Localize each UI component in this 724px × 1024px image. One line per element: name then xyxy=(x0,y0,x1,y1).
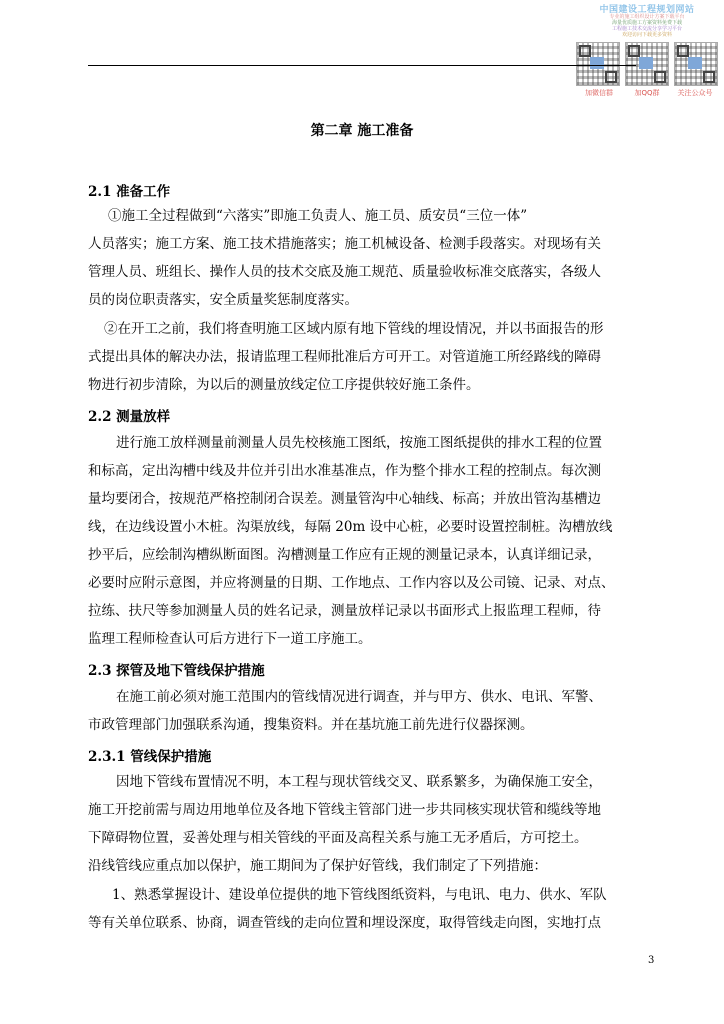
paragraph-line: 市政管理部门加强联系沟通，搜集资料。并在基坑施工前先进行仪器探测。 xyxy=(88,717,534,733)
qr-labels xyxy=(576,88,718,98)
watermark xyxy=(576,0,718,100)
paragraph-line: 1、熟悉掌握设计、建设单位提供的地下管线图纸资料，与电讯、电力、供水、军队 xyxy=(112,887,607,903)
qr-label: 加微信群 xyxy=(585,89,613,97)
paragraph-line: ②在开工之前，我们将查明施工区域内原有地下管线的埋设情况，并以书面报告的形 xyxy=(104,321,604,337)
qr-code-row xyxy=(576,42,718,86)
section-heading-2-3-1: 2.3.1 管线保护措施 xyxy=(88,749,212,765)
paragraph-line: 必要时应附示意图，并应将测量的日期、工作地点、工作内容以及公司镜、记录、对点、 xyxy=(88,575,615,591)
paragraph-line: 监理工程师检查认可后方进行下一道工序施工。 xyxy=(88,631,372,647)
qr-code-icon xyxy=(576,42,620,86)
paragraph-line: 因地下管线布置情况不明，本工程与现状管线交叉、联系繁多，为确保施工安全， xyxy=(116,774,602,790)
qr-label: 加QQ群 xyxy=(634,89,660,97)
page-number: 3 xyxy=(648,955,655,966)
paragraph-line: 拉练、扶尺等参加测量人员的姓名记录，测量放样记录以书面形式上报监理工程师，待 xyxy=(88,603,601,619)
watermark-text: 海量优质施工方案资料免费下载 xyxy=(611,20,682,26)
paragraph-line: 进行施工放样测量前测量人员先校核施工图纸，按施工图纸提供的排水工程的位置 xyxy=(116,435,602,451)
watermark-text: 专业的施工组织设计方案下载平台 xyxy=(609,14,685,20)
qr-code-icon xyxy=(674,42,718,86)
paragraph-line: 下障碍物位置，妥善处理与相关管线的平面及高程关系与施工无矛盾后，方可挖土。 xyxy=(88,830,588,846)
section-heading-2-3: 2.3 探管及地下管线保护措施 xyxy=(88,663,265,679)
section-heading-2-2: 2.2 测量放样 xyxy=(88,409,171,425)
paragraph-line: 抄平后，应绘制沟槽纵断面图。沟槽测量工作应有正规的测量记录本，认真详细记录， xyxy=(88,547,601,563)
chapter-title: 第二章 施工准备 xyxy=(310,123,414,139)
qr-label: 关注公众号 xyxy=(677,89,713,97)
watermark-text: 欢迎访问下载更多资料 xyxy=(621,32,672,38)
paragraph-line: 物进行初步清除，为以后的测量放线定位工序提供较好施工条件。 xyxy=(88,377,480,393)
paragraph-line: 人员落实；施工方案、施工技术措施落实；施工机械设备、检测手段落实。对现场有关 xyxy=(88,236,601,252)
paragraph-line: 沿线管线应重点加以保护，施工期间为了保护好管线，我们制定了下列措施： xyxy=(88,858,547,874)
paragraph-line: 量均要闭合，按规范严格控制闭合误差。测量管沟中心轴线、标高；并放出管沟基槽边 xyxy=(88,491,601,507)
paragraph-line: 线，在边线设置小木桩。沟渠放线，每隔 20m 设中心桩，必要时设置控制桩。沟槽放线 xyxy=(88,519,613,535)
paragraph-line: 式提出具体的解决办法，报请监理工程师批准后方可开工。对管道施工所经路线的障碍 xyxy=(88,349,601,365)
qr-code-icon xyxy=(625,42,669,86)
paragraph-line: 管理人员、班组长、操作人员的技术交底及施工规范、质量验收标准交底落实，各级人 xyxy=(88,264,601,280)
watermark-text: 工程施工技术交流分享学习平台 xyxy=(611,26,682,32)
paragraph-line: 等有关单位联系、协商，调查管线的走向位置和埋设深度，取得管线走向图，实地打点 xyxy=(88,915,601,931)
section-heading-2-1: 2.1 准备工作 xyxy=(88,184,171,200)
paragraph-line: ①施工全过程做到“六落实”即施工负责人、施工员、质安员“三位一体” xyxy=(108,208,528,224)
paragraph-line: 员的岗位职责落实，安全质量奖惩制度落实。 xyxy=(88,292,358,308)
header-rule xyxy=(88,65,636,66)
watermark-title: 中国建设工程规划网站 xyxy=(599,5,695,15)
paragraph-line: 和标高，定出沟槽中线及井位并引出水准基准点，作为整个排水工程的控制点。每次测 xyxy=(88,463,601,479)
paragraph-line: 施工开挖前需与周边用地单位及各地下管线主管部门进一步共同核实现状管和缆线等地 xyxy=(88,802,601,818)
paragraph-line: 在施工前必须对施工范围内的管线情况进行调查，并与甲方、供水、电讯、军警、 xyxy=(116,689,602,705)
